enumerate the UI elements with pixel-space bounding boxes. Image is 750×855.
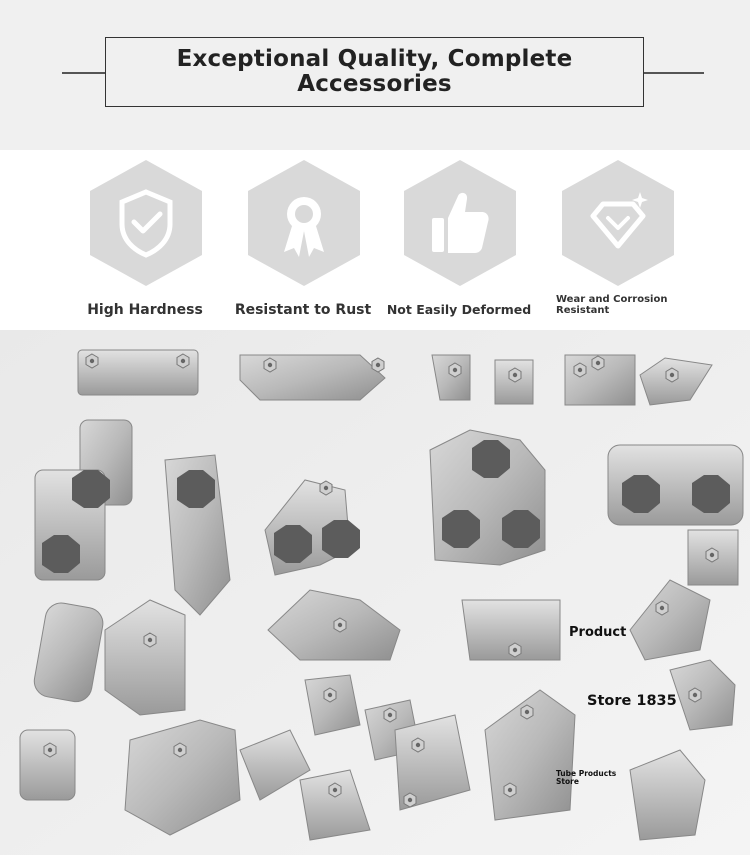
pipe-fittings-image (0, 330, 750, 855)
feature-rust-resistant (228, 158, 378, 328)
award-ribbon-icon (246, 158, 362, 288)
feature-label: Wear and Corrosion Resistant (556, 294, 668, 316)
overlay-store-label: Store 1835 (587, 693, 677, 709)
product-photo (0, 330, 750, 855)
title-line-1: Exceptional Quality, Complete (176, 46, 573, 72)
page-title (177, 47, 573, 97)
features-row (0, 150, 750, 330)
overlay-product-label: Product (569, 625, 627, 640)
feature-wear-resistant (542, 158, 692, 328)
thumbs-up-icon (402, 158, 518, 288)
feature-high-hardness (70, 158, 220, 328)
title-line-2: Accessories (297, 71, 452, 97)
shield-check-icon (88, 158, 204, 288)
title-box (105, 37, 644, 107)
banner (0, 0, 750, 150)
feature-not-deformed (384, 158, 534, 328)
diamond-heart-icon (560, 158, 676, 288)
feature-label: Not Easily Deformed (386, 302, 532, 317)
overlay-tube-store-label: Tube Products Store (556, 769, 617, 786)
feature-label: Resistant to Rust (234, 302, 372, 318)
feature-label: High Hardness (87, 302, 203, 318)
